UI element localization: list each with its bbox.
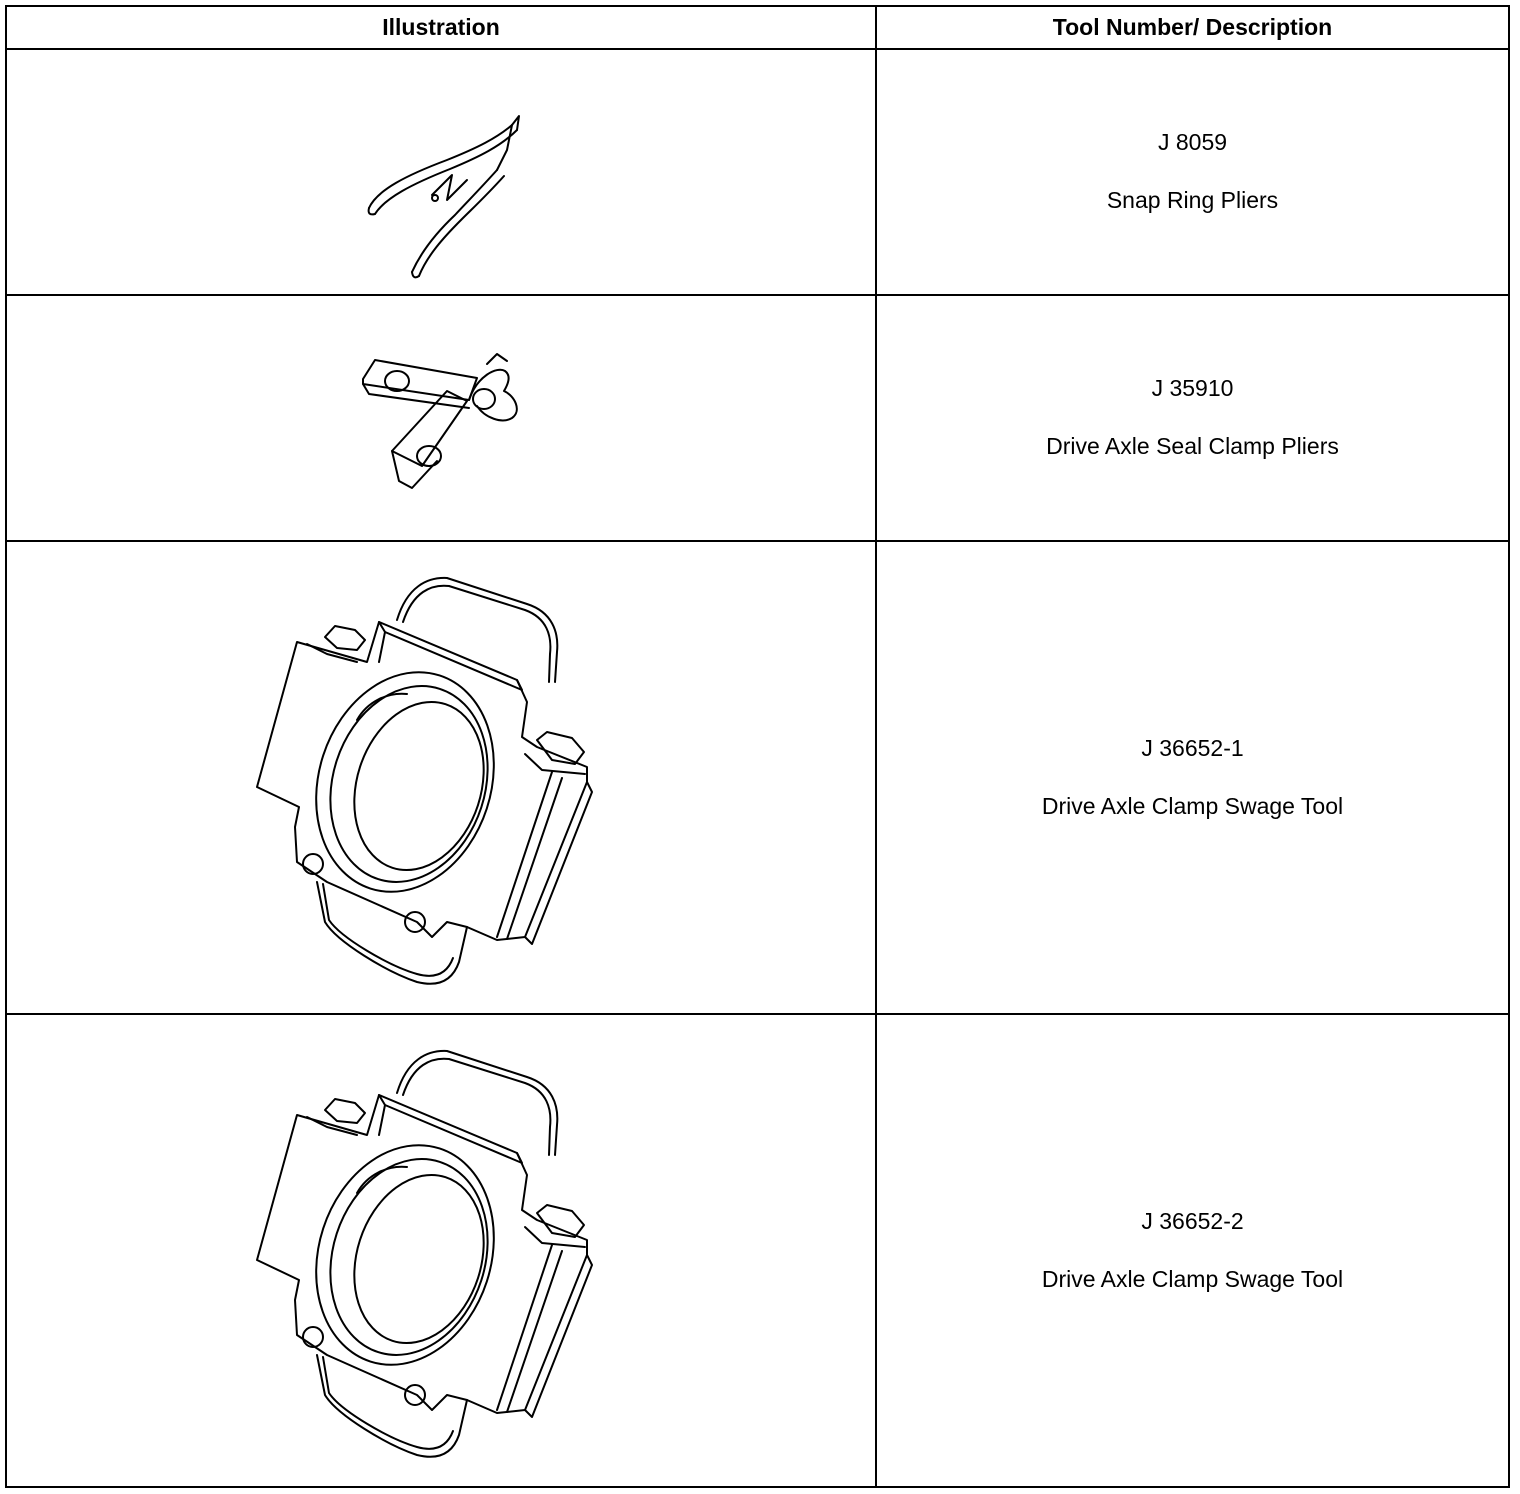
header-row	[6, 6, 1509, 49]
table-row	[6, 1014, 1509, 1487]
tool-number: J 36652-2	[1141, 1207, 1244, 1234]
seal-clamp-pliers-drawing	[7, 296, 873, 538]
illustration-cell	[6, 1014, 876, 1487]
illustration-cell	[6, 295, 876, 541]
header-tool-number-description: Tool Number/ Description	[876, 6, 1509, 49]
special-tools-table	[5, 5, 1510, 1488]
table-row	[6, 49, 1509, 295]
tool-number: J 36652-1	[1141, 734, 1244, 761]
tool-number: J 35910	[1151, 375, 1234, 402]
table-row	[6, 541, 1509, 1014]
swage-tool-drawing	[7, 542, 873, 1011]
description-cell	[876, 1014, 1509, 1487]
snap-ring-pliers-drawing	[7, 50, 873, 292]
description-cell	[876, 541, 1509, 1014]
tool-description: Drive Axle Clamp Swage Tool	[1041, 1265, 1344, 1292]
tool-number: J 8059	[1157, 129, 1228, 156]
description-cell	[876, 295, 1509, 541]
tool-description: Drive Axle Clamp Swage Tool	[1041, 792, 1344, 819]
description-cell	[876, 49, 1509, 295]
swage-tool-drawing	[7, 1015, 873, 1484]
tool-description: Snap Ring Pliers	[1106, 187, 1279, 213]
table-row	[6, 295, 1509, 541]
header-illustration: Illustration	[6, 6, 876, 49]
illustration-cell	[6, 49, 876, 295]
tool-description: Drive Axle Seal Clamp Pliers	[1046, 433, 1339, 459]
illustration-cell	[6, 541, 876, 1014]
